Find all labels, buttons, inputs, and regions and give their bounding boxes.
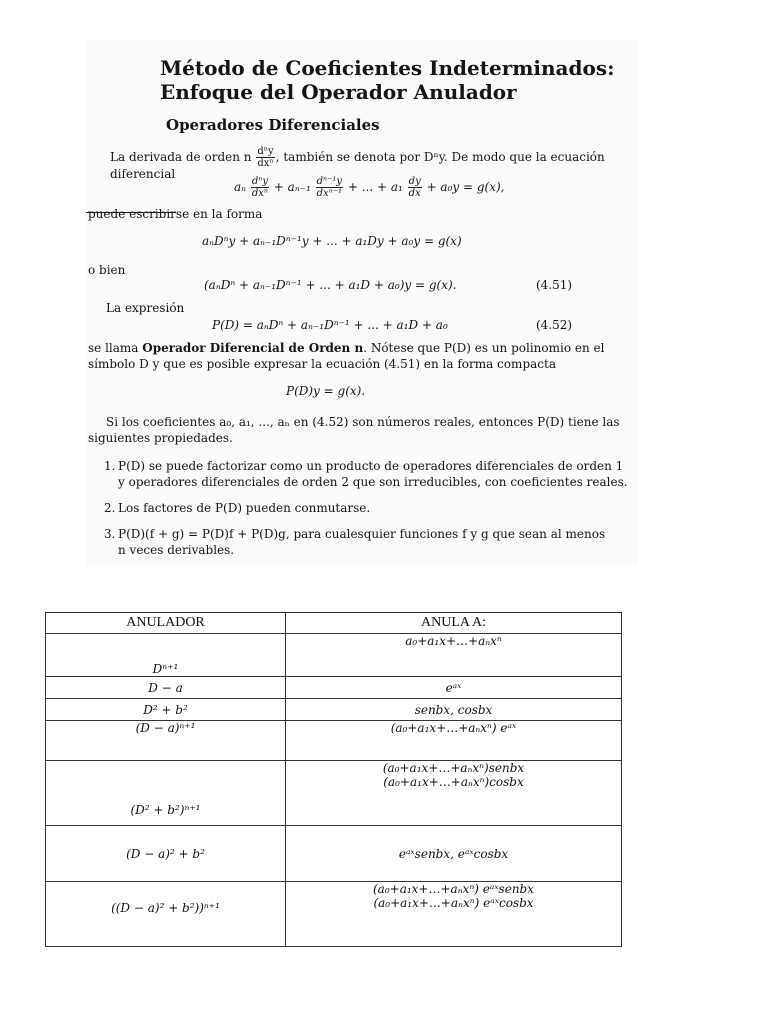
- table-row: [46, 699, 622, 721]
- intro-paragraph: [110, 146, 605, 169]
- annihilator-cell: Dⁿ⁺¹: [46, 634, 286, 677]
- equation-4-51: (aₙDⁿ + aₙ₋₁Dⁿ⁻¹ + ... + a₁D + a₀)y = g(x).: [204, 278, 457, 292]
- annihilator-cell: (D − a)² + b²: [46, 826, 286, 882]
- compact-equation: P(D)y = g(x).: [286, 384, 366, 398]
- or-label: o bien: [88, 263, 126, 277]
- equation-number-4-52: (4.52): [536, 318, 573, 332]
- table-row: [46, 826, 622, 882]
- annihilated-cell: eᵃˣsenbx, eᵃˣcosbx: [286, 826, 622, 882]
- intro-text-post: , también se denota por Dⁿy. De modo que la ecuación: [275, 150, 605, 164]
- annihilator-cell: ((D − a)² + b²))ⁿ⁺¹: [46, 882, 286, 947]
- annihilated-cell: senbx, cosbx: [286, 699, 622, 721]
- expression-label: La expresión: [106, 301, 185, 315]
- table-row: [46, 677, 622, 699]
- table-row: [46, 761, 622, 826]
- coefficients-paragraph: Si los coeficientes a₀, a₁, ..., aₙ en (4.52) son números reales, entonces P(D) tiene las: [106, 415, 620, 429]
- equation-4-52: P(D) = aₙDⁿ + aₙ₋₁Dⁿ⁻¹ + ... + a₁D + a₀: [212, 318, 448, 332]
- annihilated-cell: a₀+a₁x+…+aₙxⁿ: [286, 634, 622, 677]
- annihilated-cell: (a₀+a₁x+…+aₙxⁿ) eᵃˣsenbx (a₀+a₁x+…+aₙxⁿ) eᵃˣcosbx: [286, 882, 622, 947]
- header-anulador: ANULADOR: [46, 613, 286, 634]
- property-2: 2. Los factores de P(D) pueden conmutarse.: [104, 501, 371, 515]
- annihilated-cell: eᵃˣ: [286, 677, 622, 699]
- operator-definition: se llama Operador Diferencial de Orden n. Nótese que P(D) es un polinomio en el: [88, 341, 605, 355]
- header-anula-a: ANULA A:: [286, 613, 622, 634]
- operator-form-equation: aₙDⁿy + aₙ₋₁Dⁿ⁻¹y + ... + a₁Dy + a₀y = g(x): [202, 234, 462, 248]
- table-header-row: [46, 613, 622, 634]
- property-1: 1. P(D) se puede factorizar como un producto de operadores diferenciales de orden 1 y operadores diferenciales de orden 2 que son irreducibles, con coeficientes reales.: [104, 459, 628, 489]
- table-row: [46, 721, 622, 761]
- operator-definition-line-2: símbolo D y que es posible expresar la ecuación (4.51) en la forma compacta: [88, 357, 556, 371]
- annihilator-table: [45, 612, 622, 947]
- annihilated-cell: (a₀+a₁x+…+aₙxⁿ)senbx (a₀+a₁x+…+aₙxⁿ)cosbx: [286, 761, 622, 826]
- coefficients-paragraph-line-2: siguientes propiedades.: [88, 431, 233, 445]
- equation-number-4-51: (4.51): [536, 278, 573, 292]
- intro-line-2: diferencial: [110, 167, 176, 181]
- fraction-dny-dxn: $\frac{\text{dⁿy}}{\text{dxⁿ}}$: [257, 146, 274, 169]
- differential-equation: aₙ $\frac{\text{dⁿy}}{\text{dxⁿ}}$ + aₙ₋₁ $\frac{\text{dⁿ⁻¹y}}{\text{dxⁿ⁻¹}}$ + ... + a₁ $\frac{dy}{dx}$ + a₀y = g(x),: [234, 176, 505, 199]
- annihilator-cell: (D² + b²)ⁿ⁺¹: [46, 761, 286, 826]
- annihilator-cell: D² + b²: [46, 699, 286, 721]
- annihilator-cell: D − a: [46, 677, 286, 699]
- table-row: [46, 882, 622, 947]
- property-3: 3. P(D)(f + g) = P(D)f + P(D)g, para cualesquier funciones f y g que sean al menos n veces derivables.: [104, 527, 606, 557]
- section-heading: Operadores Diferenciales: [166, 116, 380, 134]
- can-write-label: puede escribirse en la forma: [88, 207, 263, 221]
- intro-text-pre: La derivada de orden n: [110, 150, 252, 164]
- scanned-textbook-excerpt: [86, 40, 638, 565]
- table-row: [46, 634, 622, 677]
- annihilated-cell: (a₀+a₁x+…+aₙxⁿ) eᵃˣ: [286, 721, 622, 761]
- annihilator-cell: (D − a)ⁿ⁺¹: [46, 721, 286, 761]
- page-title: Método de Coeficientes Indeterminados: Enfoque del Operador Anulador: [160, 56, 615, 104]
